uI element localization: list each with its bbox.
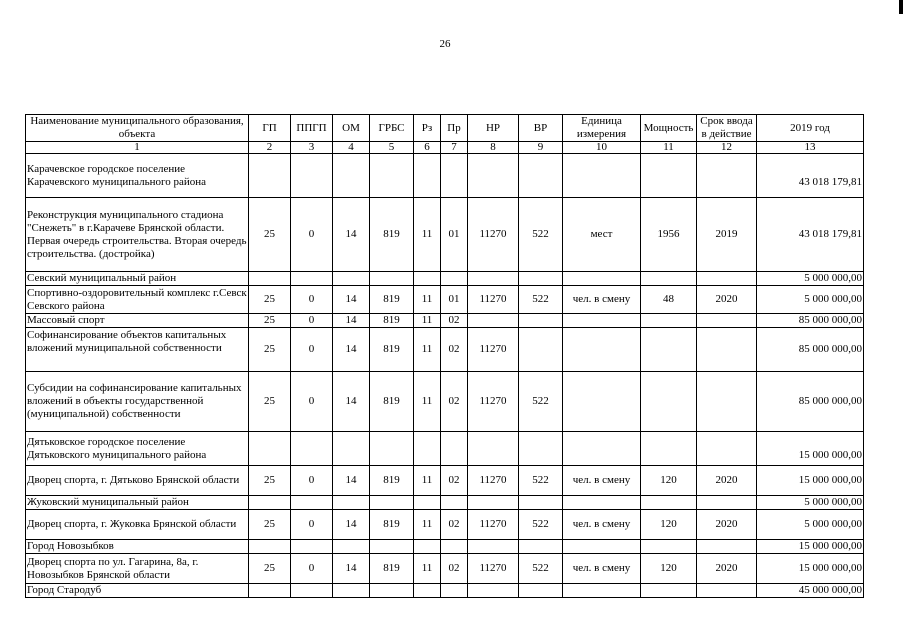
row-capacity: 1956 — [641, 198, 697, 272]
row-unit: чел. в смену — [563, 286, 641, 314]
row-nr: 11270 — [468, 466, 519, 496]
table-row-object — [26, 466, 864, 496]
row-nr: 11270 — [468, 510, 519, 540]
row-om — [333, 584, 370, 598]
column-number: 3 — [291, 142, 333, 154]
row-gp — [249, 154, 291, 198]
row-gp: 25 — [249, 554, 291, 584]
table-row-municipality — [26, 584, 864, 598]
row-vr: 522 — [519, 286, 563, 314]
row-capacity — [641, 314, 697, 328]
row-unit — [563, 496, 641, 510]
row-term — [697, 584, 757, 598]
table-row-object — [26, 286, 864, 314]
header-pr: Пр — [441, 115, 468, 142]
row-capacity: 48 — [641, 286, 697, 314]
row-unit — [563, 540, 641, 554]
row-grbs — [370, 496, 414, 510]
row-pr: 02 — [441, 554, 468, 584]
row-pr — [441, 272, 468, 286]
row-vr: 522 — [519, 510, 563, 540]
row-unit — [563, 154, 641, 198]
row-vr — [519, 432, 563, 466]
row-pr — [441, 154, 468, 198]
header-ppgp: ППГП — [291, 115, 333, 142]
row-gp: 25 — [249, 466, 291, 496]
header-vr: ВР — [519, 115, 563, 142]
row-ppgp: 0 — [291, 554, 333, 584]
row-nr — [468, 432, 519, 466]
row-nr: 11270 — [468, 554, 519, 584]
row-name: Дворец спорта, г. Дятьково Брянской области — [26, 466, 249, 496]
row-om: 14 — [333, 554, 370, 584]
row-om — [333, 432, 370, 466]
row-vr — [519, 584, 563, 598]
row-gp: 25 — [249, 314, 291, 328]
row-om — [333, 540, 370, 554]
row-gp: 25 — [249, 198, 291, 272]
row-amount: 85 000 000,00 — [757, 372, 864, 432]
row-ppgp: 0 — [291, 314, 333, 328]
row-name: Спортивно-оздоровительный комплекс г.Севск Севского района — [27, 286, 247, 312]
column-number: 12 — [697, 142, 757, 154]
row-amount: 5 000 000,00 — [757, 272, 864, 286]
header-year: 2019 год — [757, 115, 864, 142]
row-ppgp — [291, 496, 333, 510]
table-row-municipality — [26, 496, 864, 510]
row-nr — [468, 496, 519, 510]
row-unit — [563, 584, 641, 598]
row-om: 14 — [333, 286, 370, 314]
row-grbs: 819 — [370, 554, 414, 584]
row-grbs — [370, 432, 414, 466]
row-name: Дворец спорта по ул. Гагарина, 8а, г. Новозыбков Брянской области — [26, 554, 249, 584]
row-ppgp: 0 — [291, 328, 333, 372]
row-grbs — [370, 540, 414, 554]
column-number: 1 — [26, 142, 249, 154]
row-nr — [468, 272, 519, 286]
row-term — [697, 272, 757, 286]
row-pr — [441, 432, 468, 466]
row-unit — [563, 314, 641, 328]
header-term: Срок ввода в действие — [697, 115, 757, 142]
row-grbs — [370, 154, 414, 198]
row-term — [697, 432, 757, 466]
row-capacity — [641, 496, 697, 510]
row-vr: 522 — [519, 466, 563, 496]
row-term: 2020 — [697, 510, 757, 540]
row-amount: 85 000 000,00 — [757, 314, 864, 328]
row-grbs: 819 — [370, 286, 414, 314]
row-rz: 11 — [414, 554, 441, 584]
row-name: Город Новозыбков — [26, 540, 249, 554]
row-grbs: 819 — [370, 328, 414, 372]
row-pr: 02 — [441, 314, 468, 328]
row-rz: 11 — [414, 328, 441, 372]
row-rz: 11 — [414, 510, 441, 540]
row-name: Город Стародуб — [26, 584, 249, 598]
row-unit — [563, 272, 641, 286]
row-pr: 02 — [441, 372, 468, 432]
row-unit: чел. в смену — [563, 554, 641, 584]
row-vr — [519, 540, 563, 554]
row-pr — [441, 540, 468, 554]
row-nr: 11270 — [468, 198, 519, 272]
header-nr: НР — [468, 115, 519, 142]
column-number: 2 — [249, 142, 291, 154]
row-grbs: 819 — [370, 372, 414, 432]
row-rz: 11 — [414, 198, 441, 272]
row-rz — [414, 540, 441, 554]
row-pr: 02 — [441, 510, 468, 540]
row-vr — [519, 328, 563, 372]
row-ppgp: 0 — [291, 466, 333, 496]
row-grbs: 819 — [370, 466, 414, 496]
row-grbs: 819 — [370, 510, 414, 540]
row-rz — [414, 584, 441, 598]
header-capacity: Мощность — [641, 115, 697, 142]
row-gp — [249, 584, 291, 598]
row-amount: 85 000 000,00 — [757, 328, 864, 372]
row-amount: 15 000 000,00 — [757, 432, 864, 466]
row-name: Реконструкция муниципального стадиона "Снежеть" в г.Карачеве Брянской области. Первая очередь строительства. Вторая очередь строительства. (достройка) — [26, 198, 249, 272]
row-nr — [468, 154, 519, 198]
row-grbs — [370, 584, 414, 598]
row-term: 2020 — [697, 466, 757, 496]
row-rz — [414, 154, 441, 198]
row-grbs: 819 — [370, 314, 414, 328]
column-number: 4 — [333, 142, 370, 154]
table-row-program — [26, 372, 864, 432]
column-number: 8 — [468, 142, 519, 154]
row-rz: 11 — [414, 314, 441, 328]
row-gp: 25 — [249, 328, 291, 372]
row-gp — [249, 496, 291, 510]
row-amount: 45 000 000,00 — [757, 584, 864, 598]
row-grbs: 819 — [370, 198, 414, 272]
row-pr: 02 — [441, 466, 468, 496]
row-name: Дворец спорта, г. Жуковка Брянской области — [26, 510, 249, 540]
row-rz: 11 — [414, 466, 441, 496]
row-om — [333, 154, 370, 198]
row-om: 14 — [333, 372, 370, 432]
header-name: Наименование муниципального образования, объекта — [26, 115, 249, 142]
row-gp: 25 — [249, 286, 291, 314]
row-grbs — [370, 272, 414, 286]
row-nr: 11270 — [468, 328, 519, 372]
row-amount: 15 000 000,00 — [757, 540, 864, 554]
row-gp: 25 — [249, 372, 291, 432]
row-ppgp: 0 — [291, 372, 333, 432]
column-number-row — [26, 142, 864, 154]
row-term — [697, 314, 757, 328]
row-capacity: 120 — [641, 510, 697, 540]
row-unit — [563, 432, 641, 466]
row-vr — [519, 314, 563, 328]
row-amount: 43 018 179,81 — [757, 154, 864, 198]
row-nr: 11270 — [468, 286, 519, 314]
row-capacity: 120 — [641, 554, 697, 584]
row-capacity — [641, 372, 697, 432]
column-number: 13 — [757, 142, 864, 154]
header-row — [26, 115, 864, 142]
row-gp: 25 — [249, 510, 291, 540]
row-amount: 43 018 179,81 — [757, 198, 864, 272]
row-nr — [468, 314, 519, 328]
table-row-municipality — [26, 540, 864, 554]
row-amount: 5 000 000,00 — [757, 510, 864, 540]
row-term — [697, 540, 757, 554]
row-vr — [519, 272, 563, 286]
row-om: 14 — [333, 198, 370, 272]
row-name: Массовый спорт — [26, 314, 249, 328]
budget-table — [25, 114, 864, 598]
row-term — [697, 496, 757, 510]
row-om: 14 — [333, 510, 370, 540]
table-row-program — [26, 314, 864, 328]
header-gp: ГП — [249, 115, 291, 142]
row-ppgp — [291, 272, 333, 286]
row-ppgp: 0 — [291, 286, 333, 314]
page-number: 26 — [439, 38, 451, 50]
table-row-object — [26, 554, 864, 584]
row-rz: 11 — [414, 286, 441, 314]
row-amount: 15 000 000,00 — [757, 554, 864, 584]
row-gp — [249, 272, 291, 286]
column-number: 6 — [414, 142, 441, 154]
row-term — [697, 154, 757, 198]
column-number: 10 — [563, 142, 641, 154]
table-row-municipality — [26, 432, 864, 466]
column-number: 11 — [641, 142, 697, 154]
header-om: ОМ — [333, 115, 370, 142]
row-name: Софинансирование объектов капитальных вложений муниципальной собственности — [26, 328, 249, 372]
row-vr: 522 — [519, 372, 563, 432]
row-unit — [563, 328, 641, 372]
row-amount: 5 000 000,00 — [757, 286, 864, 314]
row-term — [697, 372, 757, 432]
header-grbs: ГРБС — [370, 115, 414, 142]
row-rz — [414, 272, 441, 286]
row-name: Севский муниципальный район — [26, 272, 249, 286]
row-capacity — [641, 432, 697, 466]
row-om: 14 — [333, 328, 370, 372]
table-row-object — [26, 510, 864, 540]
row-unit: чел. в смену — [563, 510, 641, 540]
row-vr — [519, 154, 563, 198]
table-row-program — [26, 328, 864, 372]
row-pr: 01 — [441, 198, 468, 272]
header-rz: Рз — [414, 115, 441, 142]
header-unit: Единица измерения — [563, 115, 641, 142]
row-pr: 01 — [441, 286, 468, 314]
row-ppgp: 0 — [291, 510, 333, 540]
row-om: 14 — [333, 314, 370, 328]
row-vr: 522 — [519, 198, 563, 272]
row-capacity — [641, 272, 697, 286]
column-number: 7 — [441, 142, 468, 154]
row-ppgp — [291, 432, 333, 466]
row-unit — [563, 372, 641, 432]
row-capacity — [641, 584, 697, 598]
row-ppgp — [291, 584, 333, 598]
row-vr: 522 — [519, 554, 563, 584]
table-row-municipality — [26, 154, 864, 198]
row-capacity — [641, 540, 697, 554]
row-nr — [468, 540, 519, 554]
row-om — [333, 272, 370, 286]
row-name: Жуковский муниципальный район — [26, 496, 249, 510]
row-gp — [249, 432, 291, 466]
row-term: 2020 — [697, 286, 757, 314]
row-pr — [441, 496, 468, 510]
table-row-municipality — [26, 272, 864, 286]
row-rz — [414, 432, 441, 466]
row-om — [333, 496, 370, 510]
row-amount: 5 000 000,00 — [757, 496, 864, 510]
row-name: Дятьковское городское поселение Дятьковского муниципального района — [26, 432, 249, 466]
row-nr: 11270 — [468, 372, 519, 432]
row-term: 2020 — [697, 554, 757, 584]
row-ppgp — [291, 154, 333, 198]
table-row-object — [26, 198, 864, 272]
row-gp — [249, 540, 291, 554]
row-pr: 02 — [441, 328, 468, 372]
row-ppgp — [291, 540, 333, 554]
row-pr — [441, 584, 468, 598]
row-rz: 11 — [414, 372, 441, 432]
row-vr — [519, 496, 563, 510]
row-unit: мест — [563, 198, 641, 272]
column-number: 9 — [519, 142, 563, 154]
row-amount: 15 000 000,00 — [757, 466, 864, 496]
column-number: 5 — [370, 142, 414, 154]
row-rz — [414, 496, 441, 510]
row-term — [697, 328, 757, 372]
row-capacity — [641, 328, 697, 372]
row-capacity — [641, 154, 697, 198]
row-ppgp: 0 — [291, 198, 333, 272]
row-capacity: 120 — [641, 466, 697, 496]
row-om: 14 — [333, 466, 370, 496]
row-name: Субсидии на софинансирование капитальных вложений в объекты государственной (муниципальной) собственности — [26, 372, 249, 432]
row-name: Карачевское городское поселение Карачевского муниципального района — [26, 154, 249, 198]
row-term: 2019 — [697, 198, 757, 272]
scan-edge-mark — [899, 0, 903, 14]
row-unit: чел. в смену — [563, 466, 641, 496]
row-nr — [468, 584, 519, 598]
